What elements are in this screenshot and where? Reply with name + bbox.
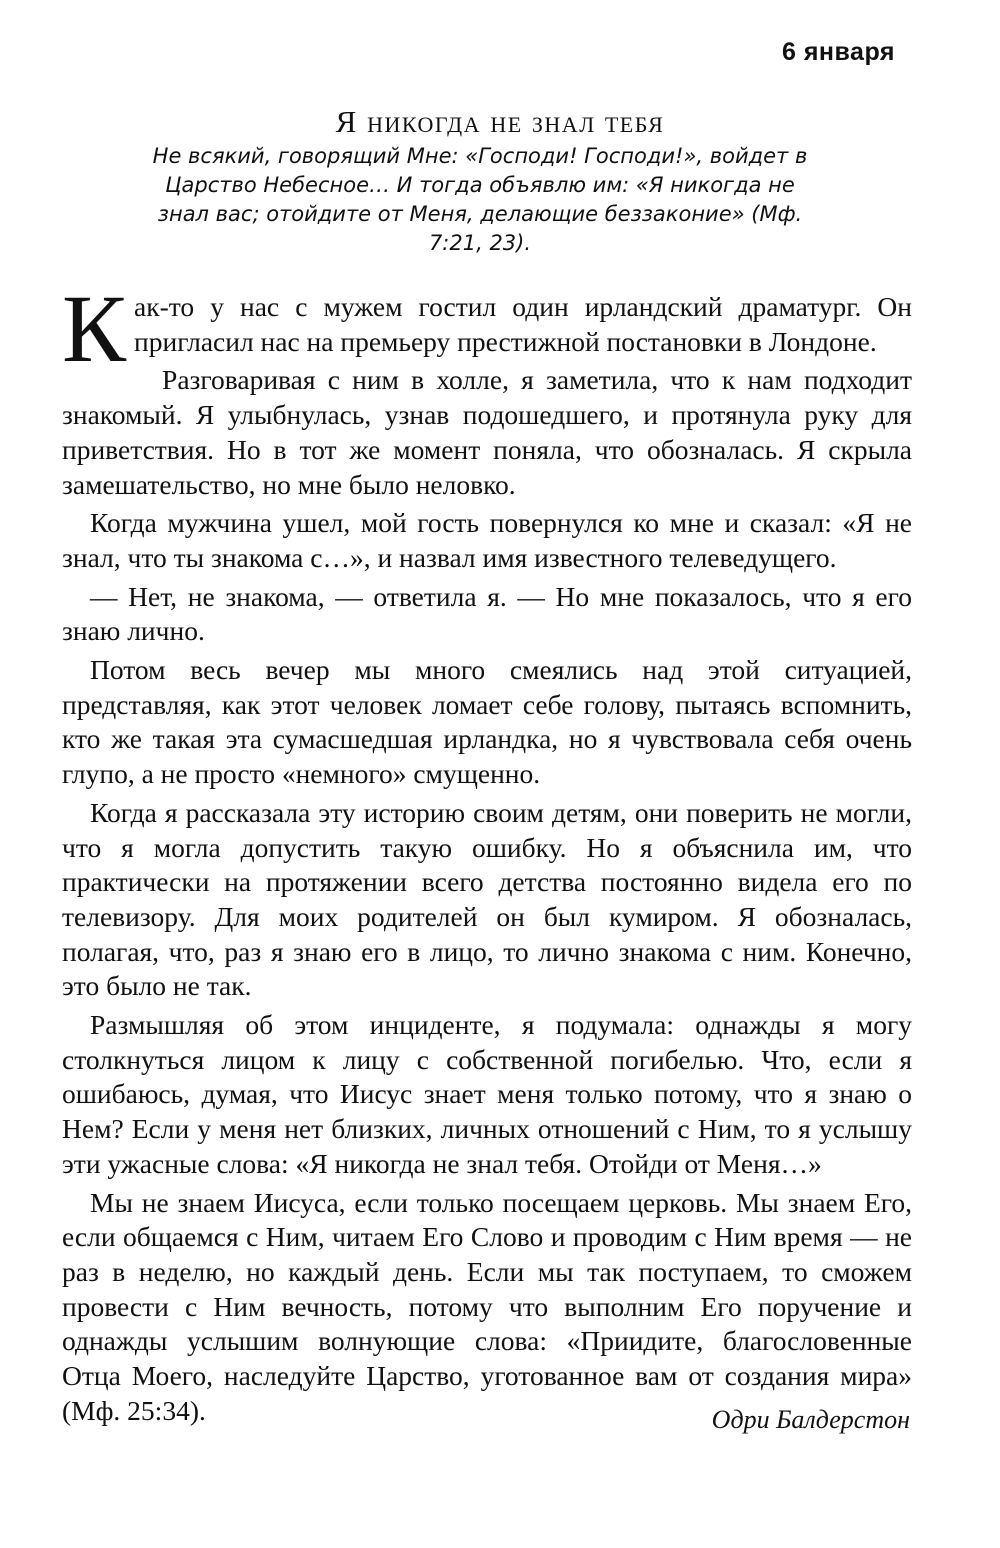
paragraph-7: Размышляя об этом инциденте, я подумала: однажды я могу столкнуться лицом к лицу с собственной погибелью. Что, если я ошибаюсь, думая, что Иисус знает меня только потому, что я знаю о Нем? Если у меня нет близких, личных отношений с Ним, то я услышу эти ужасные слова: «Я никогда не знал тебя. Отойди от Меня…» — [62, 1009, 912, 1179]
page-date: 6 января — [781, 38, 895, 66]
article-body — [62, 275, 912, 1433]
paragraph-6: Когда я рассказала эту историю своим детям, они поверить не могли, что я могла допустить такую ошибку. Но я объяснила им, что практически на протяжении всего детства постоянно видела его по телевизору. Для моих родителей он был кумиром. Я обозналась, полагая, что, раз я знаю его в лицо, то лично знакома с ним. Конечно, это было не так. — [62, 796, 912, 1002]
epigraph: Не всякий, говорящий Мне: «Господи! Господи!», войдет в Царство Небесное… И тогда объявлю им: «Я никогда не знал вас; отойдите от Меня, делающие беззаконие» (Мф. 7:21, 23). — [152, 144, 808, 255]
paragraph-5: Потом весь вечер мы много смеялись над этой ситуацией, представляя, как этот человек ломает себе голову, пытаясь вспомнить, кто же такая эта сумасшедшая ирландка, но я чувствовала себя очень глупо, а не просто «немного» смущенно. — [62, 654, 912, 790]
paragraph-4: — Нет, не знакома, — ответила я. — Но мне показалось, что я его знаю лично. — [62, 580, 912, 647]
page-title: Я никогда не знал тебя — [335, 103, 665, 139]
author-signature: Одри Балдерстон — [711, 1405, 910, 1434]
paragraph-2: Разговаривая с ним в холле, я заметила, что к нам подходит знакомый. Я улыбнулась, узнав подошедшего, и протянула руку для приветствия. Но в тот же момент поняла, что обозналась. Я скрыла замешательство, но мне было неловко. — [62, 364, 912, 500]
drop-cap: К — [62, 275, 127, 382]
paragraph-1 — [62, 275, 912, 382]
paragraph-3: Когда мужчина ушел, мой гость повернулся ко мне и сказал: «Я не знал, что ты знакома с…», и назвал имя известного телеведущего. — [62, 507, 912, 573]
paragraph-8: Мы не знаем Иисуса, если только посещаем церковь. Мы знаем Его, если общаемся с Ним, читаем Его Слово и проводим с Ним время — не раз в неделю, но каждый день. Если мы так поступаем, то сможем провести с Ним вечность, потому что выполним Его поручение и однажды услышим волнующие слова: «Приидите, благословенные Отца Моего, наследуйте Царство, уготованное вам от создания мира» (Мф. 25:34). — [62, 1186, 912, 1426]
paragraph-1-text: ак-то у нас с мужем гостил один ирландский драматург. Он пригласил нас на премьеру престижной постановки в Лондоне. — [134, 291, 912, 357]
